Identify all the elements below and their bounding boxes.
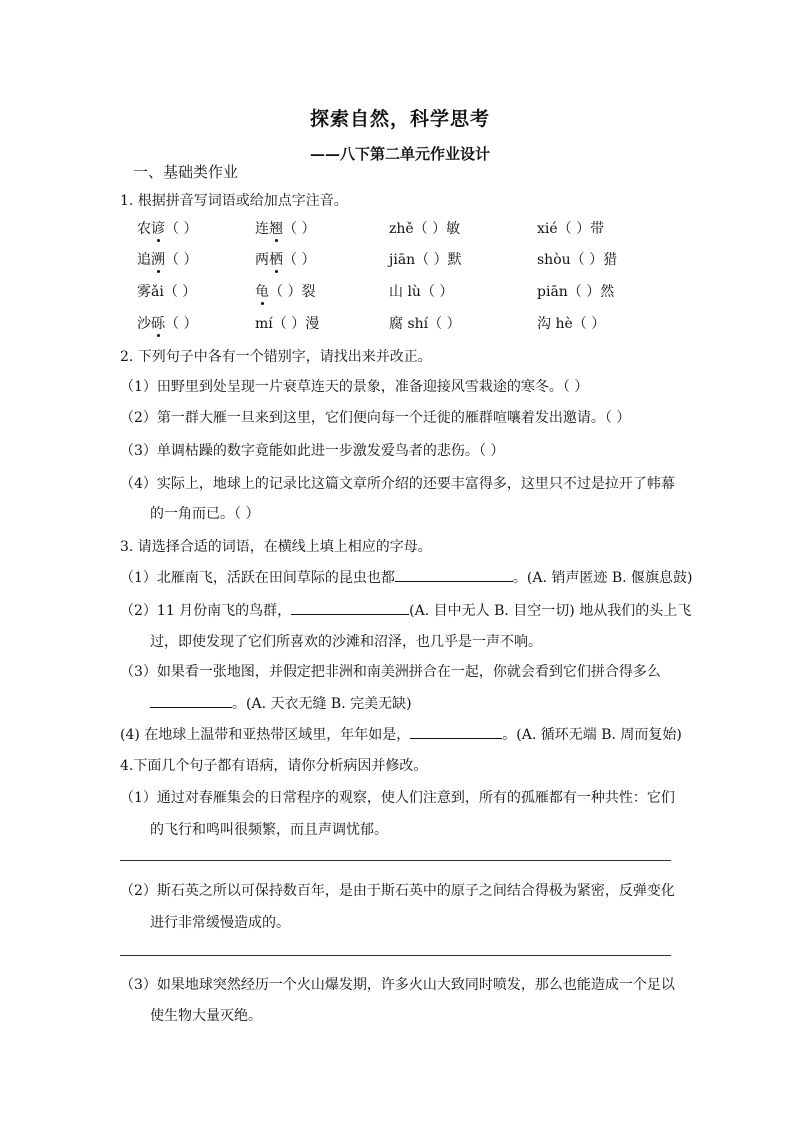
pinyin-item-text: zhě（ ）敏	[389, 221, 461, 237]
pinyin-item[interactable]	[255, 281, 315, 301]
page-subtitle: ——八下第二单元作业设计	[309, 145, 490, 163]
pinyin-item[interactable]	[389, 281, 453, 301]
pinyin-item-text: piān（ ）然	[537, 284, 615, 300]
pinyin-item-text: 沟 hè（ ）	[537, 316, 606, 332]
dotted-character: 栖	[269, 249, 283, 269]
question-1-prompt: 1. 根据拼音写词语或给加点字注音。	[120, 193, 348, 209]
question-2-prompt: 2. 下列句子中各有一个错别字，请找出来并改正。	[120, 349, 432, 365]
pinyin-item[interactable]	[537, 218, 604, 238]
pinyin-item-text: 山 lù（ ）	[389, 284, 454, 300]
pinyin-item-text: 追	[137, 252, 151, 268]
question-2-item-4-cont: 的一角而已。（ ）	[150, 506, 260, 522]
pinyin-item-text: 沙	[137, 316, 151, 332]
pinyin-item[interactable]	[137, 249, 197, 269]
pinyin-item[interactable]	[137, 218, 197, 238]
question-2-item-3: （3）单调枯躁的数字竟能如此进一步激发爱鸟者的悲伤。（ ）	[120, 443, 505, 459]
question-4-item-2: （2）斯石英之所以可保持数百年，是由于斯石英中的原子之间结合得极为紧密，反弹变化	[120, 883, 675, 899]
pinyin-item-text: （ ）	[165, 252, 198, 268]
question-3-item-2-text: （2）11 月份南飞的鸟群，	[120, 603, 292, 619]
pinyin-item-text: 雾ǎi（ ）	[137, 284, 197, 300]
question-4-item-1: （1）通过对春雁集会的日常程序的观察，使人们注意到，所有的孤雁都有一种共性：它们	[120, 790, 675, 806]
pinyin-item-text: （ ）	[165, 221, 198, 237]
pinyin-item-text: 腐 shí（ ）	[389, 316, 461, 332]
section-heading: 一、基础类作业	[133, 163, 239, 181]
question-3-item-2-options: (A. 目中无人 B. 目空一切) 地从我们的头上飞	[409, 603, 692, 619]
answer-blank[interactable]	[291, 602, 409, 615]
pinyin-item-text: jiān（ ）默	[389, 252, 462, 268]
pinyin-item-text: 连	[255, 221, 269, 237]
question-3-item-1	[120, 567, 692, 587]
answer-blank[interactable]	[150, 695, 232, 708]
answer-blank[interactable]	[395, 569, 513, 582]
pinyin-item[interactable]	[255, 218, 315, 238]
pinyin-item[interactable]	[389, 218, 460, 238]
dotted-character: 溯	[151, 249, 165, 269]
question-3-item-2	[120, 600, 691, 620]
question-2-item-4: （4）实际上，地球上的记录比这篇文章所介绍的还要丰富得多，这里只不过是拉开了帏幕	[120, 476, 675, 492]
question-3-item-2-cont: 过，即使发现了它们所喜欢的沙滩和沼泽，也几乎是一声不响。	[150, 634, 542, 650]
question-3-item-3-options: 。(A. 天衣无缝 B. 完美无缺)	[232, 696, 412, 712]
question-3-item-3-cont	[150, 693, 412, 713]
answer-line[interactable]	[120, 955, 671, 956]
pinyin-item[interactable]	[537, 281, 614, 301]
question-4-item-3: （3）如果地球突然经历一个火山爆发期，许多火山大致同时喷发，那么也能造成一个足以	[120, 977, 675, 993]
pinyin-item[interactable]	[137, 281, 196, 301]
pinyin-item[interactable]	[255, 313, 319, 333]
pinyin-item-text: （ ）	[165, 316, 198, 332]
question-4-item-3-cont: 使生物大量灭绝。	[150, 1008, 262, 1024]
dotted-character: 砾	[151, 313, 165, 333]
pinyin-item[interactable]	[137, 313, 197, 333]
pinyin-item-text: （ ）	[283, 252, 316, 268]
page-title: 探索自然，科学思考	[309, 108, 490, 130]
question-3-item-4	[120, 724, 682, 744]
question-3-prompt: 3. 请选择合适的词语，在横线上填上相应的字母。	[120, 539, 432, 555]
question-4-prompt: 4.下面几个句子都有语病，请你分析病因并修改。	[120, 758, 428, 774]
pinyin-item-text: shòu（ ）猎	[537, 252, 618, 268]
pinyin-item[interactable]	[255, 249, 315, 269]
question-3-item-1-options: 。(A. 销声匿迹 B. 偃旗息鼓)	[512, 570, 693, 586]
pinyin-item-text: （ ）	[283, 221, 316, 237]
question-4-item-2-cont: 进行非常缓慢造成的。	[150, 915, 290, 931]
question-3-item-3: （3）如果看一张地图，并假定把非洲和南美洲拼合在一起，你就会看到它们拼合得多么	[120, 664, 661, 680]
question-3-item-4-text: (4) 在地球上温带和亚热带区域里，年年如是，	[120, 727, 411, 743]
question-4-item-1-cont: 的飞行和鸣叫很频繁，而且声调忧郁。	[150, 822, 388, 838]
dotted-character: 谚	[151, 218, 165, 238]
question-2-item-2: （2）第一群大雁一旦来到这里，它们便向每一个迁徙的雁群喧嚷着发出邀请。（ ）	[120, 410, 631, 426]
pinyin-item-text: 农	[137, 221, 151, 237]
pinyin-item-text: mí（ ）漫	[255, 316, 320, 332]
pinyin-item-text: 两	[255, 252, 269, 268]
question-3-item-4-options: 。(A. 循环无端 B. 周而复始)	[502, 727, 682, 743]
dotted-character: 翘	[269, 218, 283, 238]
pinyin-item[interactable]	[537, 313, 605, 333]
dotted-character: 龟	[255, 281, 269, 301]
question-2-item-1: （1）田野里到处呈现一片衰草连天的景象，准备迎接风雪栽途的寒冬。（ ）	[120, 379, 589, 395]
question-3-item-1-text: （1）北雁南飞，活跃在田间草际的昆虫也都	[120, 570, 395, 586]
answer-blank[interactable]	[410, 726, 502, 739]
answer-line[interactable]	[120, 860, 671, 861]
pinyin-item[interactable]	[389, 313, 461, 333]
pinyin-item-text: xié（ ）带	[537, 221, 605, 237]
pinyin-item[interactable]	[537, 249, 617, 269]
pinyin-item[interactable]	[389, 249, 462, 269]
pinyin-item-text: （ ）裂	[269, 284, 316, 300]
